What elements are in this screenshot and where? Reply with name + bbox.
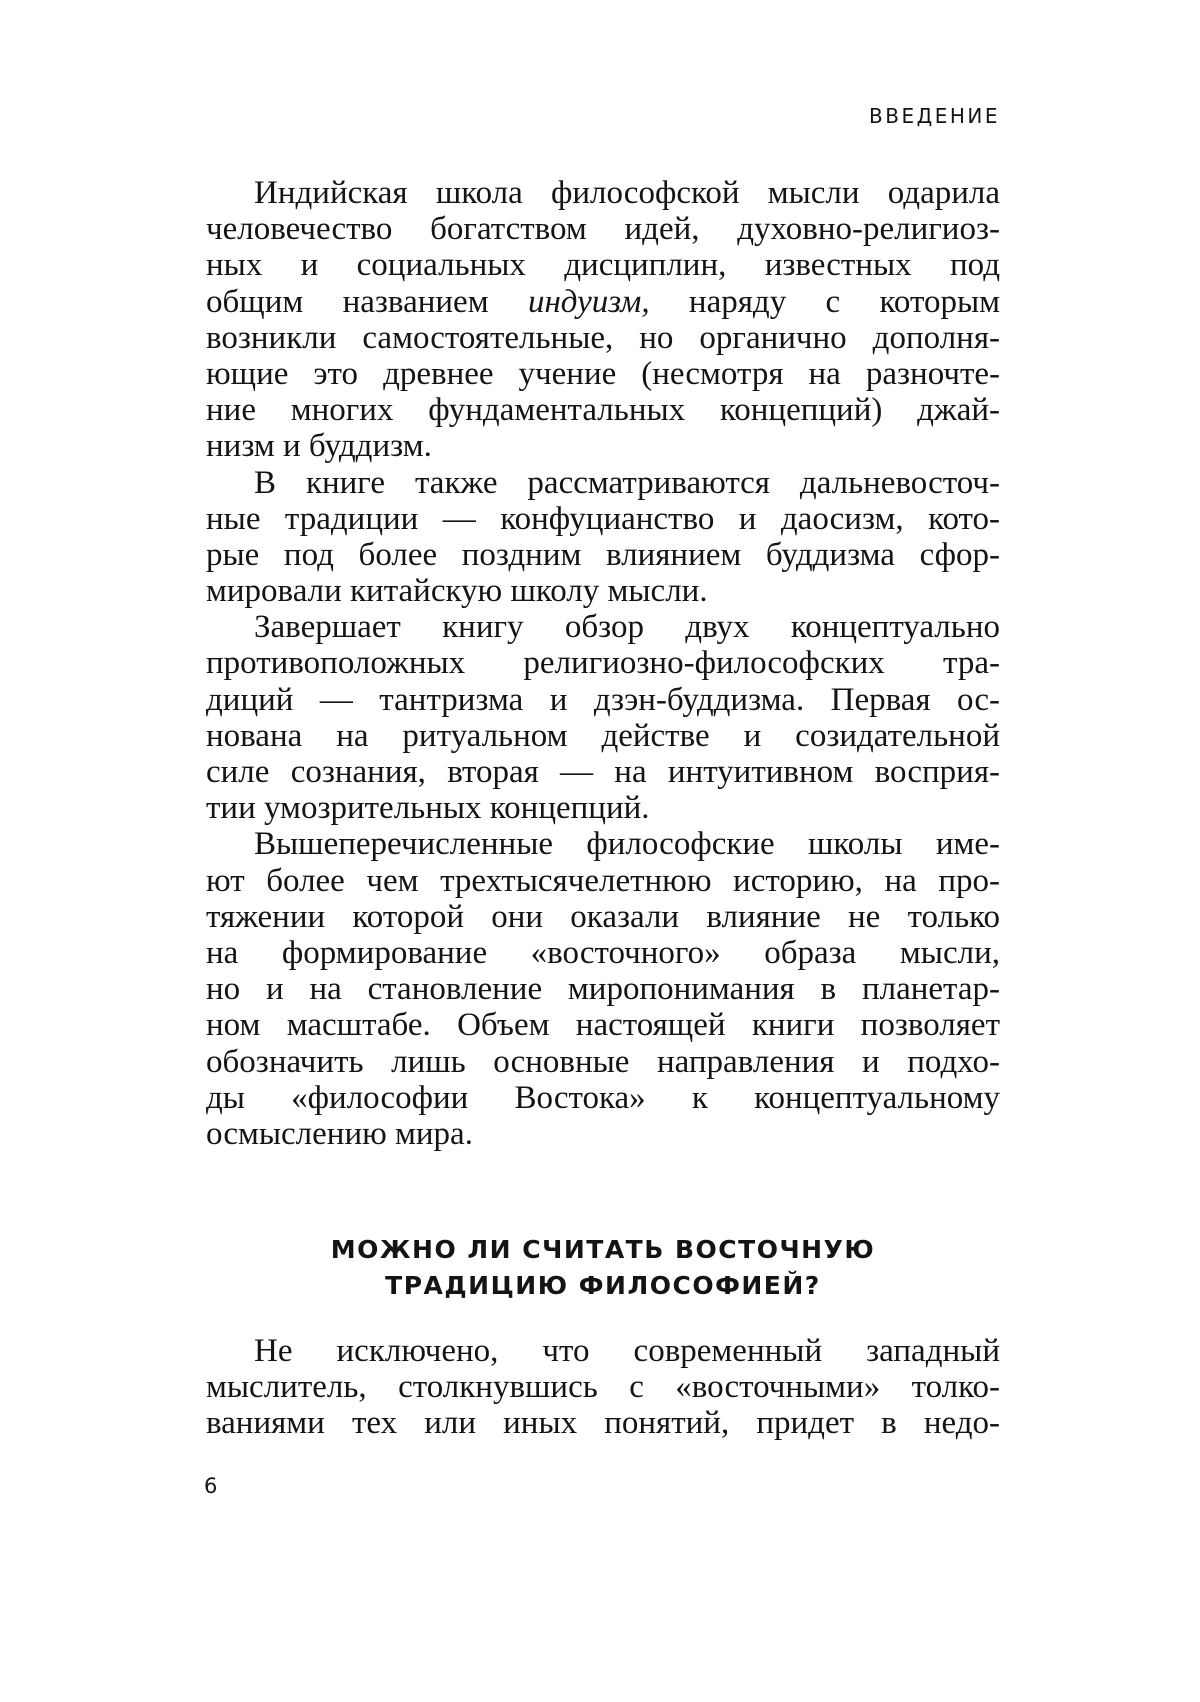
text-line: тяжении которой они оказали влияние не только	[206, 898, 1000, 935]
text-line: ды «философии Востока» к концептуальному	[206, 1079, 1000, 1116]
text-line: ные традиции — конфуцианство и даосизм, кото-	[206, 500, 1000, 537]
emphasis-term: индуизм,	[527, 283, 650, 320]
text-line: ют более чем трехтысячелетнюю историю, на про-	[206, 862, 1000, 899]
text-line: возникли самостоятельные, но органично дополня-	[206, 319, 1000, 356]
text-line: ющие это древнее учение (несмотря на разночте-	[206, 355, 1000, 392]
paragraph-2	[206, 465, 1000, 610]
text-line: ном масштабе. Объем настоящей книги позволяет	[206, 1007, 1000, 1044]
text-line: противоположных религиозно-философских тра-	[206, 645, 1000, 682]
heading-line: МОЖНО ЛИ СЧИТАТЬ ВОСТОЧНУЮ	[330, 1235, 876, 1264]
text-line: осмыслению мира.	[206, 1115, 473, 1152]
text-line: мыслитель, столкнувшись с «восточными» толко-	[206, 1369, 1000, 1406]
section-text	[206, 1333, 1000, 1442]
text-line: на формирование «восточного» образа мысли,	[206, 934, 1000, 971]
running-head: ВВЕДЕНИЕ	[869, 104, 1000, 128]
text-line: В книге также рассматриваются дальневосточ-	[254, 464, 1000, 501]
text-line: ных и социальных дисциплин, известных под	[206, 247, 1000, 284]
text-line: но и на становление миропонимания в планетар-	[206, 971, 1000, 1008]
text-line: ваниями тех или иных понятий, придет в недо-	[206, 1405, 1000, 1442]
page-number: 6	[204, 1474, 218, 1498]
text-line	[206, 284, 1000, 320]
text-line: Индийская школа философской мысли одарила	[254, 175, 1000, 211]
text-fragment: наряду с которым	[649, 283, 1001, 320]
text-line: человечество богатством идей, духовно-религиоз-	[206, 211, 1000, 248]
text-line: рые под более поздним влиянием буддизма сфор-	[206, 536, 1000, 573]
heading-line: ТРАДИЦИЮ ФИЛОСОФИЕЙ?	[385, 1271, 821, 1300]
text-line: ние многих фундаментальных концепций) джай-	[206, 392, 1000, 429]
text-fragment: общим названием	[206, 283, 528, 320]
paragraph-1	[206, 175, 1000, 465]
text-line: низм и буддизм.	[206, 428, 432, 465]
paragraph-3	[206, 609, 1000, 826]
text-line: обозначить лишь основные направления и подхо-	[206, 1043, 1000, 1080]
intro-text	[206, 175, 1000, 1152]
paragraph-4	[206, 826, 1000, 1152]
text-line: диций — тантризма и дзэн-буддизма. Первая ос-	[206, 681, 1000, 718]
text-line: тии умозрительных концепций.	[206, 790, 650, 827]
text-line: силе сознания, вторая — на интуитивном восприя-	[206, 754, 1000, 790]
text-line: Вышеперечисленные философские школы име-	[254, 826, 1000, 863]
text-line: Завершает книгу обзор двух концептуально	[254, 609, 1000, 646]
section-heading	[206, 1232, 1000, 1304]
paragraph-5	[206, 1333, 1000, 1442]
text-line: нована на ритуальном действе и созидательной	[206, 717, 1000, 754]
text-line: мировали китайскую школу мысли.	[206, 573, 708, 610]
text-line: Не исключено, что современный западный	[254, 1333, 1000, 1369]
